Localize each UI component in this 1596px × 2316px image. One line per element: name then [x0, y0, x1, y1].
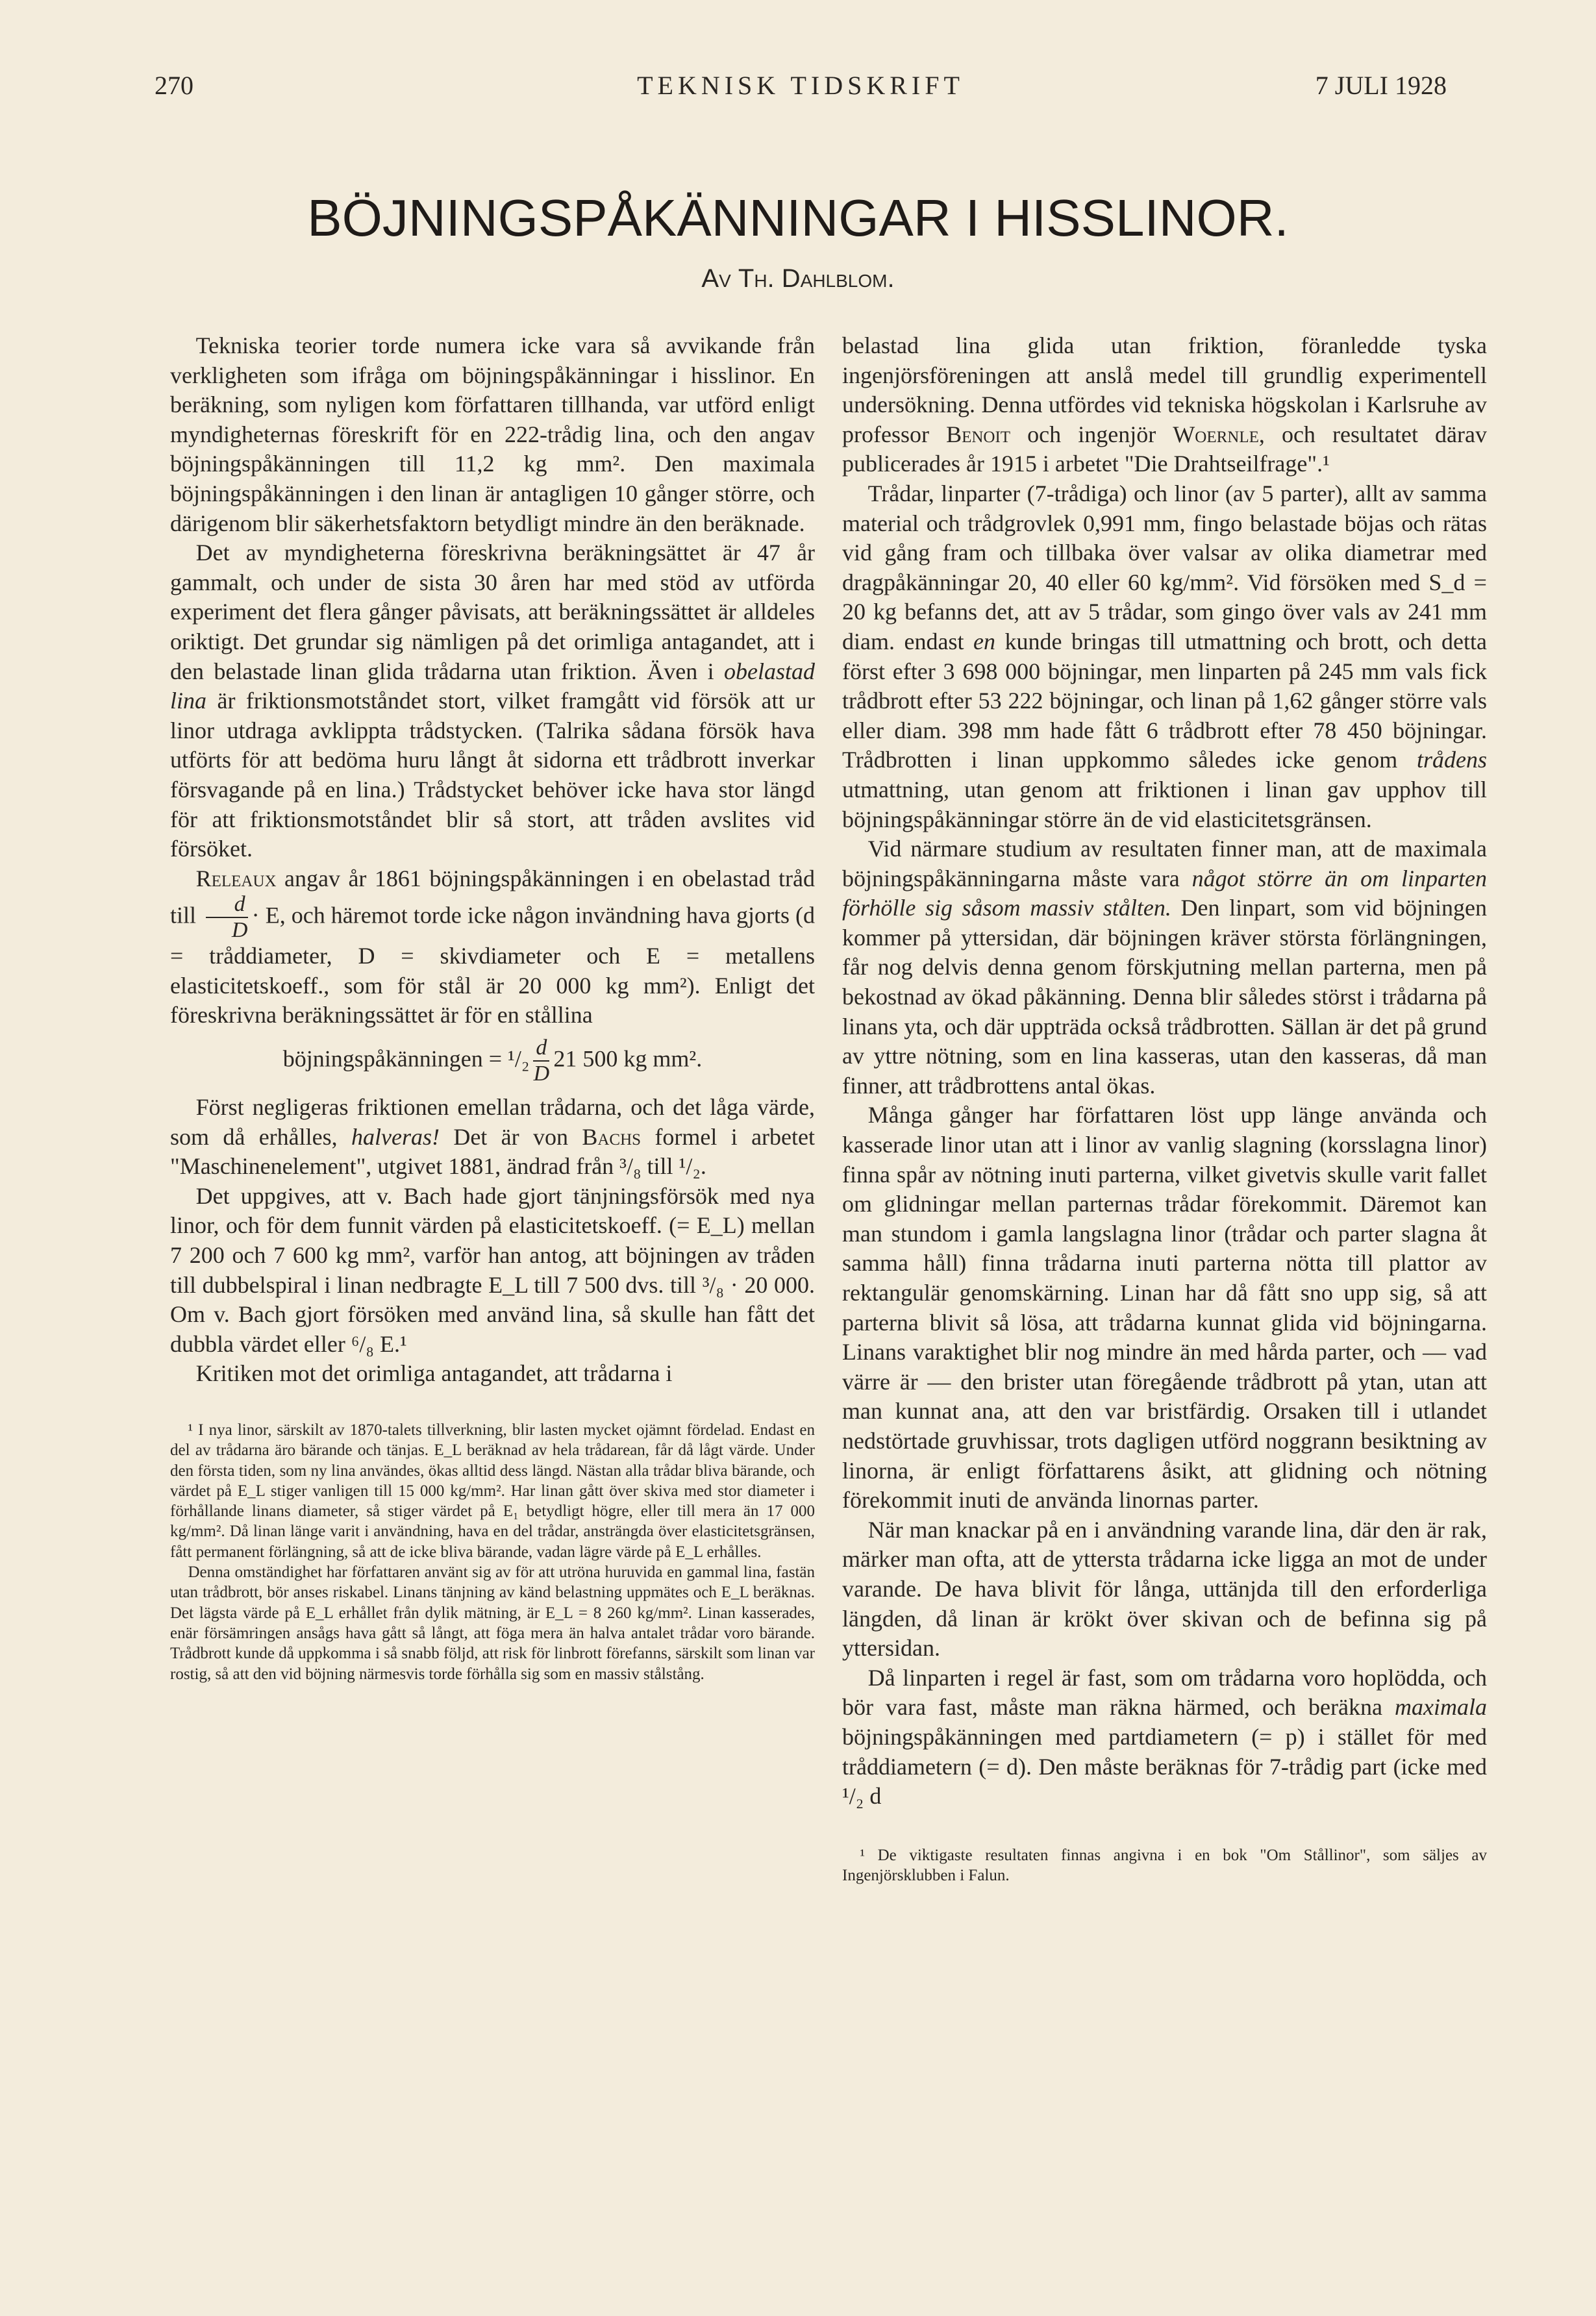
text-run: angav år 1861 böjningspåkänningen i en obelastad tråd till	[170, 865, 815, 928]
paragraph: Tekniska teorier torde numera icke vara så avvikande från verkligheten som ifråga om böjningspåkänningar i hisslinor. En beräkning, som nyligen kom författaren tillhanda, var utförd enligt myndigheternas föreskrift för en 222-trådig lina, och den angav böjningspåkänningen till 11,2 kg mm². Den maximala böjningspåkänningen i den linan är antagligen 10 gånger större, och därigenom blir säkerhetsfaktorn betydligt mindre än den beräknade.	[170, 332, 815, 536]
paragraph	[170, 864, 815, 1030]
person-name: Woernle	[1173, 421, 1259, 447]
left-column	[170, 331, 815, 1684]
emphasis: trådens	[1417, 747, 1487, 773]
text-run: belastad lina glida utan friktion, föranledde tyska ingenjörsföreningen att anslå medel till grundlig experimentell undersökning. Denna utfördes vid tekniska högskolan i Karlsruhe av professor	[842, 332, 1487, 447]
footnotes	[842, 1845, 1487, 1886]
text-run: Det är von	[439, 1123, 582, 1150]
paragraph	[170, 538, 815, 864]
right-column	[842, 331, 1487, 1886]
text-run: Då linparten i regel är fast, som om trådarna voro hoplödda, och bör vara fast, måste man räkna härmed, och beräkna	[842, 1664, 1487, 1721]
footnote: ¹ De viktigaste resultaten finnas angivna i en bok "Om Stållinor", som säljes av Ingenjörsklubben i Falun.	[842, 1846, 1487, 1884]
fraction-numerator: d	[533, 1037, 549, 1062]
fraction-denominator: D	[231, 918, 248, 943]
text-run: Vid närmare studium av resultaten finner man, att de maximala böjningspåkänningarna måste vara	[842, 836, 1487, 891]
text-run: och ingenjör	[1010, 421, 1173, 447]
paragraph	[842, 331, 1487, 479]
text-run: utmattning, utan genom att friktionen i linan gav upphov till böjningspåkänningar större än de vid elasticitetsgränsen.	[842, 776, 1487, 832]
formula	[170, 1037, 815, 1085]
footnote: Denna omständighet har författaren använt sig av för att utröna huruvida en gammal lina, fastän utan trådbrott, bör anses riskabel. Linans tänjning av känd belastning uppmätes och E_L beräknas. Det lägsta värde på E_L erhållet från dylik mätning, är E_L = 8 260 kg/mm². Linan kasserades, enär försämringen ansågs hava gått så långt, att föga mera än halva antalet trådar voro bärande. Trådbrott kunde då uppkomma i så snabb följd, att risk för linbrott förefanns, särskilt som linan var rostig, så att den vid böjning närmesvis torde förhålla sig som en massiv stålstång.	[170, 1563, 815, 1683]
author-name: Th. Dahlblom.	[738, 264, 895, 293]
emphasis: halveras!	[351, 1123, 440, 1150]
text-run: kunde bringas till utmattning och brott, och detta först efter 3 698 000 böjningar, men linparten på 245 mm vals fick trådbrott efter 53 222 böjningar, och linan på 1,62 gånger större vals eller diam. 398 mm hade fått 6 trådbrott efter 78 450 böjningar. Trådbrotten i linan uppkommo således icke genom	[842, 628, 1487, 773]
text-run: formel i arbetet "Maschinenelement", utgivet 1881, ändrad från ³/₈ till ¹/₂.	[170, 1123, 815, 1180]
footnote: ¹ I nya linor, särskilt av 1870-talets tillverkning, blir lasten mycket ojämnt fördelad. Endast en del av trådarna äro bärande och tänjas. E_L beräknad av hela trådarean, får då lågt värde. Under den första tiden, som ny lina användes, ökas alltid dess längd. Nästan alla trådar bliva bärande, och värdet på E_L stiger vanligen till 15 000 kg/mm². Har linan gått över skiva med stor diameter i förhållande linans diameter, så stiger värdet på E₁ betydligt högre, eller till mera än 17 000 kg/mm². Då linan länge varit i användning, hava en del trådar, ansträngda över elasticitetsgränsen, fått permanent förlängning, så att de icke bliva bärande, vadan lägre värde på E_L erhålles.	[170, 1421, 815, 1561]
text-run: Först negligeras friktionen emellan trådarna, och det låga värde, som då erhålles,	[170, 1094, 815, 1150]
paragraph	[842, 479, 1487, 834]
text-run: · E, och häremot torde icke någon invändning hava gjorts (d = tråddiameter, D = skivdiameter och E = metallens elasticitetskoeff., som för stål är 20 000 kg mm²). Enligt det föreskrivna beräkningssättet är för en stållina	[170, 902, 815, 1028]
text-run: böjningspåkänningen med partdiametern (= p) i stället för med tråddiametern (= d). Den måste beräknas för 7-trådig part (icke med ¹/₂ d	[842, 1723, 1487, 1810]
fraction-numerator: d	[206, 893, 248, 918]
fraction-denominator: D	[533, 1062, 550, 1086]
person-name: Benoit	[946, 421, 1011, 447]
emphasis: maximala	[1395, 1694, 1487, 1721]
emphasis: en	[973, 628, 995, 654]
text-run: är friktionsmotståndet stort, vilket framgått vid försök att ur linor utdraga avklippta trådstycken. (Talrika sådana försök hava utförts för att bedöma huru långt åt sidorna ett trådbrott inverkar försvagande på en lina.) Trådstycket behöver icke hava stor längd för att friktionsmotståndet blir så stort, att tråden avslites vid försöket.	[170, 688, 815, 862]
journal-name: TEKNISK TIDSKRIFT	[637, 71, 964, 100]
footnotes	[170, 1420, 815, 1684]
paragraph: När man knackar på en i användning varande lina, där den är rak, märker man ofta, att de yttersta trådarna icke ligga an mot de under varande. De hava blivit för långa, uttänjda till den erforderliga längden, då linan är krökt över skivan och de befinna sig på yttersidan.	[842, 1516, 1487, 1662]
paragraph: Kritiken mot det orimliga antagandet, att trådarna i	[195, 1360, 673, 1387]
fraction	[533, 1037, 549, 1085]
page-number: 270	[155, 71, 193, 100]
issue-date: 7 JULI 1928	[1315, 71, 1447, 100]
fraction	[206, 893, 248, 941]
text-run: Det av myndigheterna föreskrivna beräkningsättet är 47 år gammalt, och under de sista 30 åren har med stöd av utförda experiment det flera gånger påvisats, att beräkningssättet är alldeles oriktigt. Det grundar sig nämligen på det orimliga antagandet, att i den belastade linan glida trådarna utan friktion. Även i	[170, 540, 815, 684]
text-run: Trådar, linparter (7-trådiga) och linor (av 5 parter), allt av samma material och trådgrovlek 0,991 mm, fingo belastade böjas och rätas vid gång fram och tillbaka över valsar av olika diametrar med dragpåkänningar 20, 40 eller 60 kg/mm². Vid försöken med S_d = 20 kg befanns det, att av 5 trådar, som gingo över vals av 241 mm diam. endast	[842, 480, 1487, 654]
paragraph: Det uppgives, att v. Bach hade gjort tänjningsförsök med nya linor, och för dem funnit värden på elasticitetskoeff. (= E_L) mellan 7 200 och 7 600 kg mm², varför han antog, att böjningen av tråden till dubbelspiral i linan nedbragte E_L till 7 500 dvs. till ³/₈ · 20 000. Om v. Bach gjort försöken med använd lina, så skulle han fått det dubbla värdet eller ⁶/₈ E.¹	[170, 1182, 815, 1357]
article-title: BÖJNINGSPÅKÄNNINGAR I HISSLINOR.	[307, 189, 1289, 247]
paragraph	[842, 1663, 1487, 1812]
emphasis: något större än om linparten förhölle sig såsom massiv stålten.	[842, 865, 1487, 921]
paragraph	[842, 834, 1487, 1101]
paragraph: Många gånger har författaren löst upp länge använda och kasserade linor utan att i linor av vanlig slagning (korsslagna linor) finna spår av nötning inuti parterna, vilket givetvis skulle varit fallet om glidningar mellan parternas trådar förekommit. Däremot kan man stundom i gamla langslagna linor (trådar och parter slagna åt samma håll) finna trådarna inuti parterna nötta till plattor av rektangulär genomskärning. Linan har då fått sno upp sig, så att parterna blivit så lösa, att trådarna kunnat glida vid böjningarna. Linans varaktighet blir nog mindre än med hårda parter, och — vad värre är — den brister utan föregående trådbrott på ytan, utan att man kunnat ana, att den var bristfärdig. Orsaken till i utlandet nedstörtade gruvhissar, trots dagligen utförd noggrann besiktning av linorna, är enligt författarens åsikt, att glidning och nötning förekommit inuti de använda linornas parter.	[842, 1102, 1487, 1513]
formula-rhs: 21 500 kg mm².	[553, 1045, 703, 1072]
byline	[0, 264, 1596, 293]
running-header	[155, 70, 1447, 109]
text-run: , och resultatet därav publicerades år 1915 i arbetet "Die Drahtseilfrage".¹	[842, 421, 1487, 477]
paragraph	[170, 1093, 815, 1182]
formula-lhs: böjningspåkänningen = ¹/₂	[282, 1045, 530, 1072]
emphasis: obelastad lina	[170, 658, 815, 714]
text-run: Den linpart, som vid böjningen kommer på yttersidan, där böjningen kräver största förlängningen, får nog delvis denna genom förskjutning mellan parterna, men på bekostnad av ökad påkänning. Denna blir således störst i trådarna på linans yta, och där uppträda också trådbrotten. Sällan är det på grund av yttre nötning, som en lina kasseras, utan den kasseras, då man finner, att trådbrottens antal ökas.	[842, 895, 1487, 1099]
person-name: Bachs	[582, 1123, 642, 1150]
person-name: Releaux	[195, 865, 277, 891]
byline-prefix: Av	[701, 264, 731, 293]
